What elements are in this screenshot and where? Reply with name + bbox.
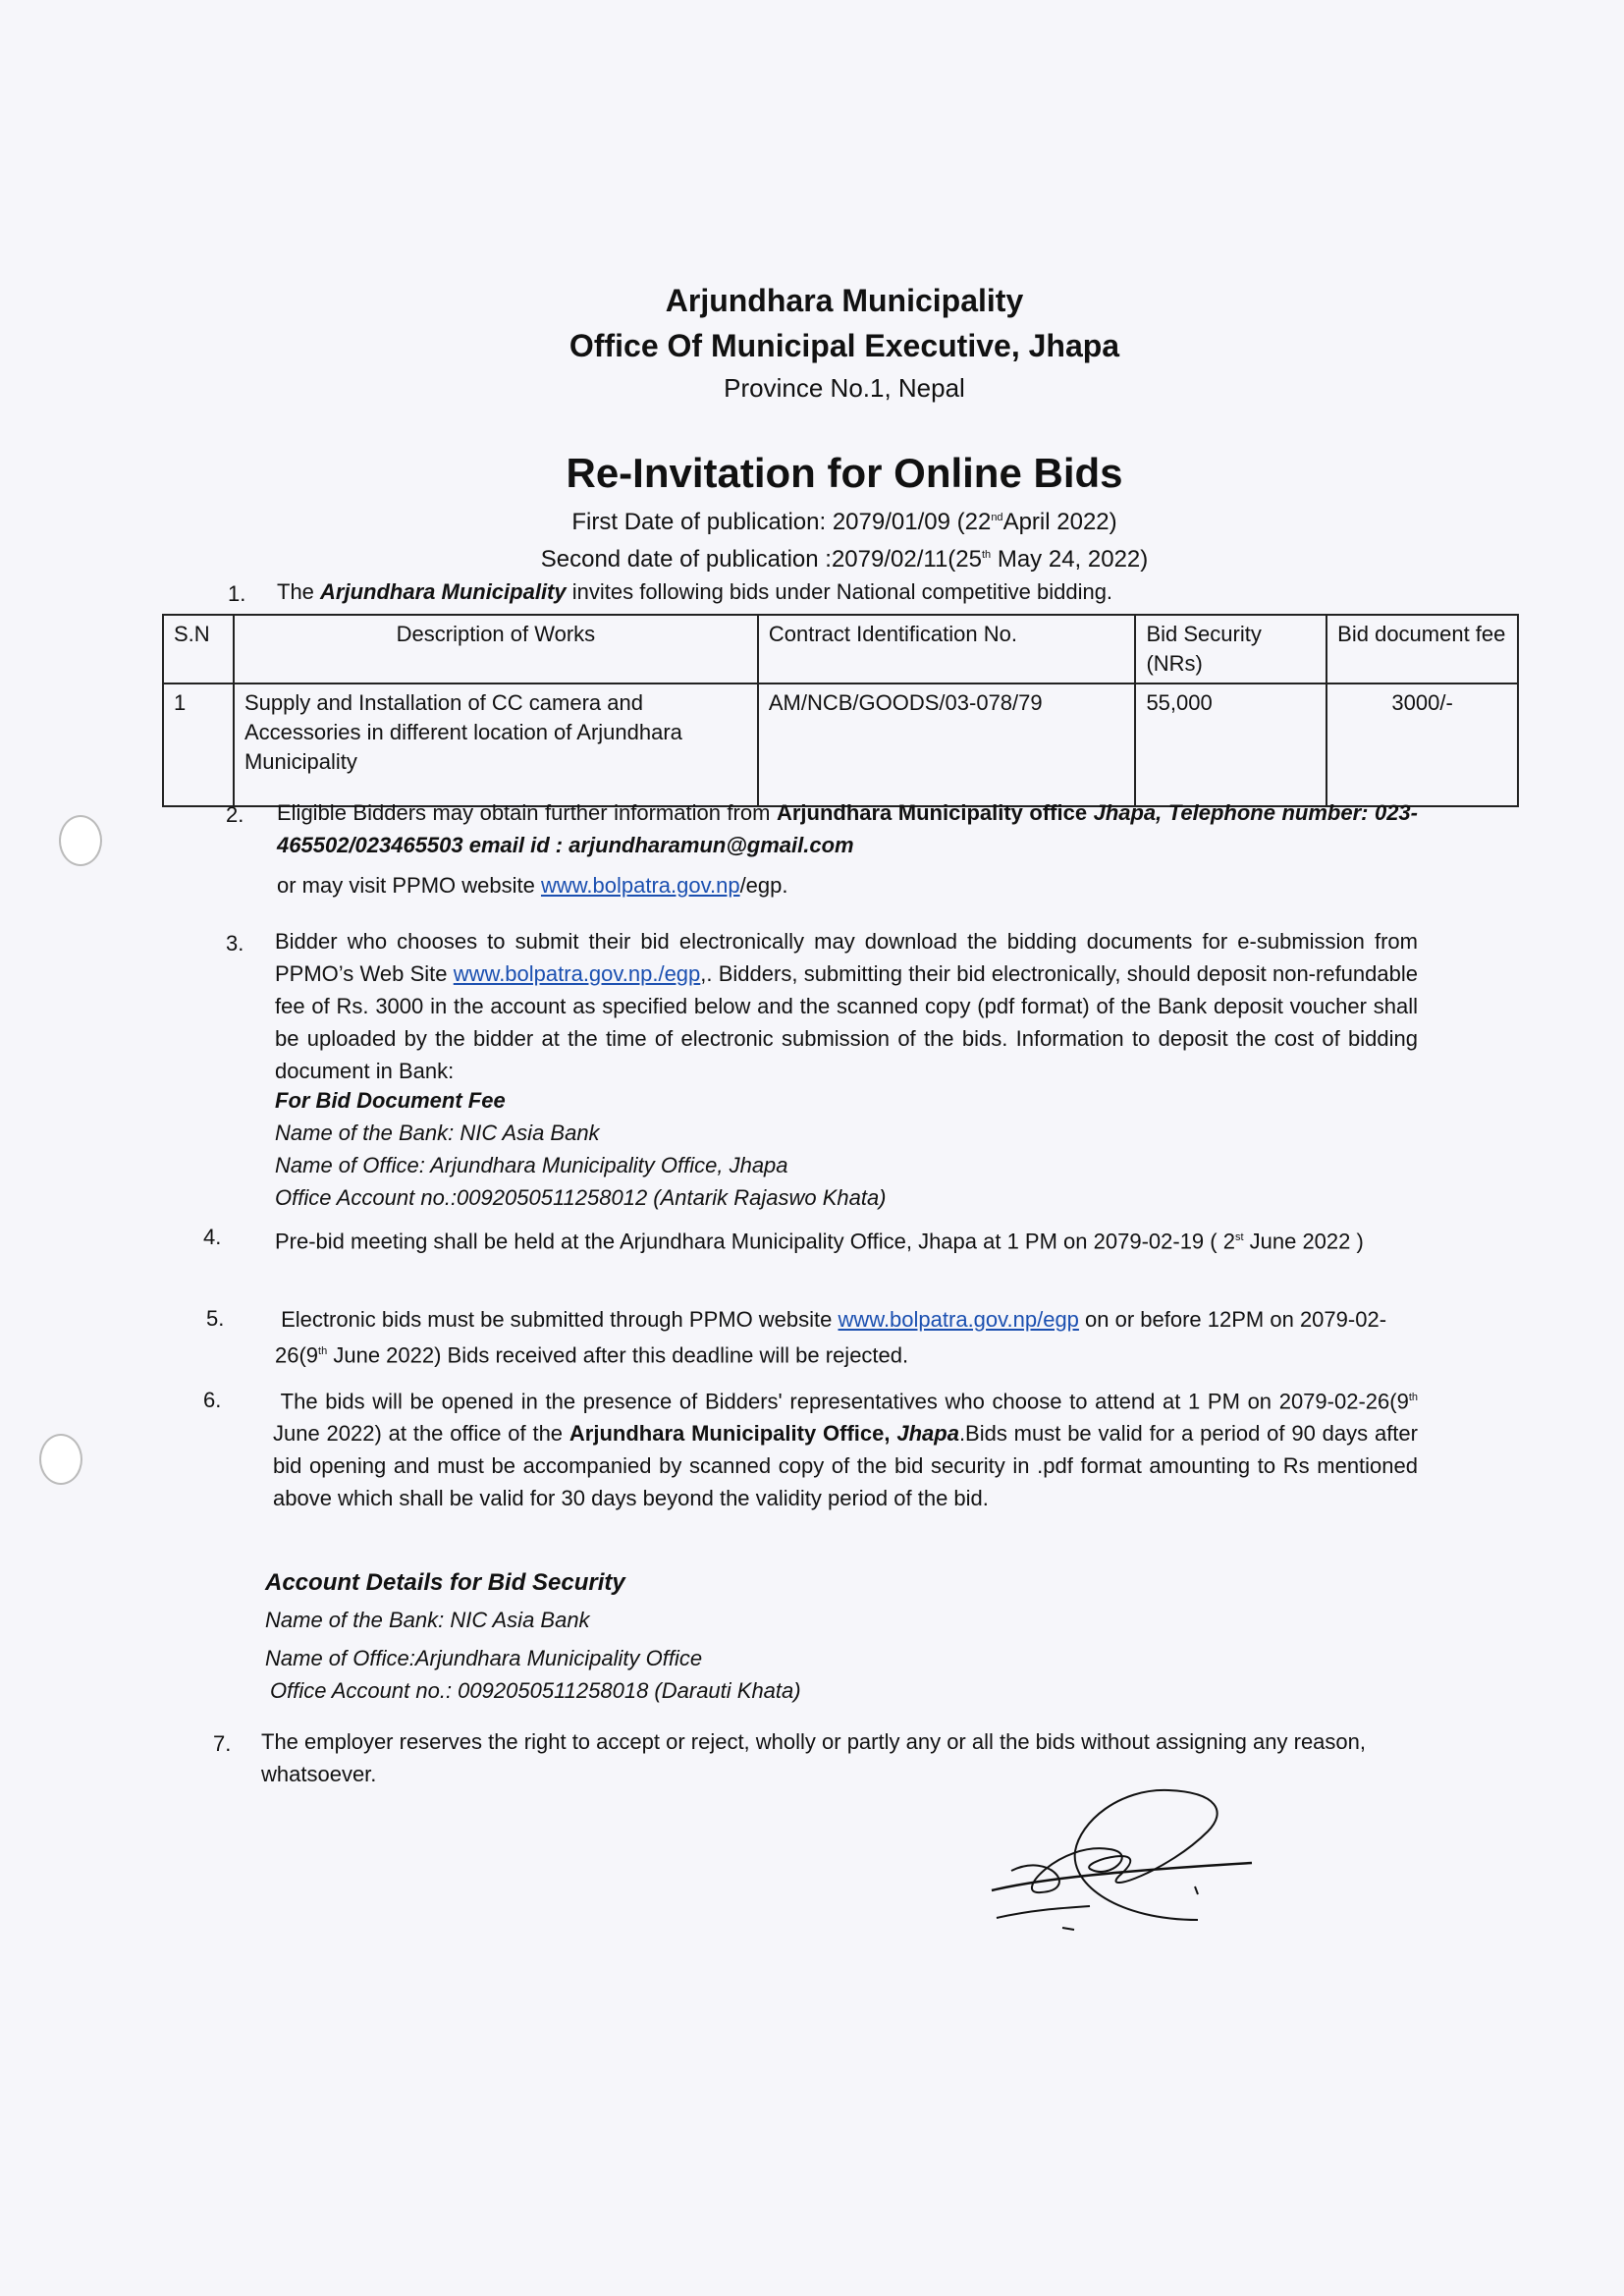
second-publication-date: Second date of publication :2079/02/11(25th May 24, 2022) — [540, 546, 1149, 573]
bids-table — [162, 614, 1519, 807]
table-cell: AM/NCB/GOODS/03-078/79 — [758, 683, 1136, 806]
punch-hole — [59, 815, 102, 866]
table-cell: 3000/- — [1326, 683, 1518, 806]
item-5-text: Electronic bids must be submitted through PPMO website www.bolpatra.gov.np/egp on or before 12PM on 2079-02-26(9th June 2022) Bids received after this deadline will be rejected. — [275, 1307, 1387, 1368]
item-number: 5. — [206, 1306, 225, 1331]
page-title: Re-Invitation for Online Bids — [566, 450, 1123, 496]
item-number: 3. — [226, 931, 244, 956]
fee-bank-name: Name of the Bank: NIC Asia Bank — [275, 1121, 600, 1145]
item-4-text: Pre-bid meeting shall be held at the Arjundhara Municipality Office, Jhapa at 1 PM on 2079-02-19 ( 2st June 2022 ) — [275, 1229, 1364, 1254]
item-number: 1. — [228, 581, 246, 606]
item-2-website: or may visit PPMO website www.bolpatra.gov.np/egp. — [277, 873, 788, 898]
office-name: Office Of Municipal Executive, Jhapa — [568, 328, 1120, 363]
item-number: 7. — [213, 1731, 232, 1756]
header-cell: Bid Security (NRs) — [1135, 615, 1326, 683]
item-3-text: Bidder who chooses to submit their bid electronically may download the bidding documents for e-submission from PPMO’s Web Site www.bolpatra.gov.np./egp,. Bidders, submitting their bid electronically, should deposit non-refundable fee of Rs. 3000 in the account as specified below and the scanned copy (pdf format) of the Bank deposit voucher shall be uploaded by the bidder at the time of electronic submission of the bids. Information to deposit the cost of bidding document in Bank: — [275, 929, 1418, 1083]
table-cell: 55,000 — [1135, 683, 1326, 806]
bolpatra-egp-link[interactable]: www.bolpatra.gov.np/egp — [838, 1307, 1079, 1332]
bolpatra-link[interactable]: www.bolpatra.gov.np — [540, 873, 740, 898]
table-cell: Supply and Installation of CC camera and Accessories in different location of Arjundhara Municipality — [234, 683, 758, 806]
item-number: 2. — [226, 802, 244, 827]
item-1-text: The Arjundhara Municipality invites following bids under National competitive bidding. — [277, 579, 1113, 604]
signature — [972, 1773, 1267, 1949]
header-cell: S.N — [163, 615, 234, 683]
item-2-text: Eligible Bidders may obtain further information from Arjundhara Municipality office Jhapa, Telephone number: 023-465502/023465503 email id : arjundharamun@gmail.com — [277, 800, 1418, 857]
fee-account-no: Office Account no.:0092050511258012 (Antarik Rajaswo Khata) — [275, 1185, 887, 1210]
table-cell: 1 — [163, 683, 234, 806]
header-cell: Description of Works — [234, 615, 758, 683]
fee-heading: For Bid Document Fee — [275, 1088, 506, 1113]
security-account-no: Office Account no.: 0092050511258018 (Darauti Khata) — [270, 1678, 801, 1703]
security-office-name: Name of Office:Arjundhara Municipality Office — [265, 1646, 703, 1670]
item-6-text: The bids will be opened in the presence of Bidders' representatives who choose to attend at 1 PM on 2079-02-26(9th June 2022) at the office of the Arjundhara Municipality Office, Jhapa.Bids must be valid for a period of 90 days after bid opening and must be accompanied by scanned copy of the bid security in .pdf format amounting to Rs mentioned above which shall be valid for 30 days beyond the validity period of the bid. — [273, 1389, 1418, 1511]
table-header-row — [163, 615, 1518, 683]
item-7-text: The employer reserves the right to accept or reject, wholly or partly any or all the bids without assigning any reason, whatsoever. — [261, 1729, 1366, 1786]
header-cell: Contract Identification No. — [758, 615, 1136, 683]
punch-hole — [39, 1434, 82, 1485]
first-publication-date: First Date of publication: 2079/01/09 (22ndApril 2022) — [571, 509, 1117, 535]
account-details-heading: Account Details for Bid Security — [265, 1569, 625, 1596]
bolpatra-egp-link[interactable]: www.bolpatra.gov.np./egp — [453, 961, 701, 986]
fee-office-name: Name of Office: Arjundhara Municipality Office, Jhapa — [275, 1153, 788, 1177]
header-cell: Bid document fee — [1326, 615, 1518, 683]
item-number: 4. — [203, 1225, 222, 1249]
table-row — [163, 683, 1518, 806]
province: Province No.1, Nepal — [724, 373, 965, 403]
security-bank-name: Name of the Bank: NIC Asia Bank — [265, 1608, 590, 1632]
item-number: 6. — [203, 1388, 222, 1412]
org-name: Arjundhara Municipality — [665, 283, 1024, 318]
